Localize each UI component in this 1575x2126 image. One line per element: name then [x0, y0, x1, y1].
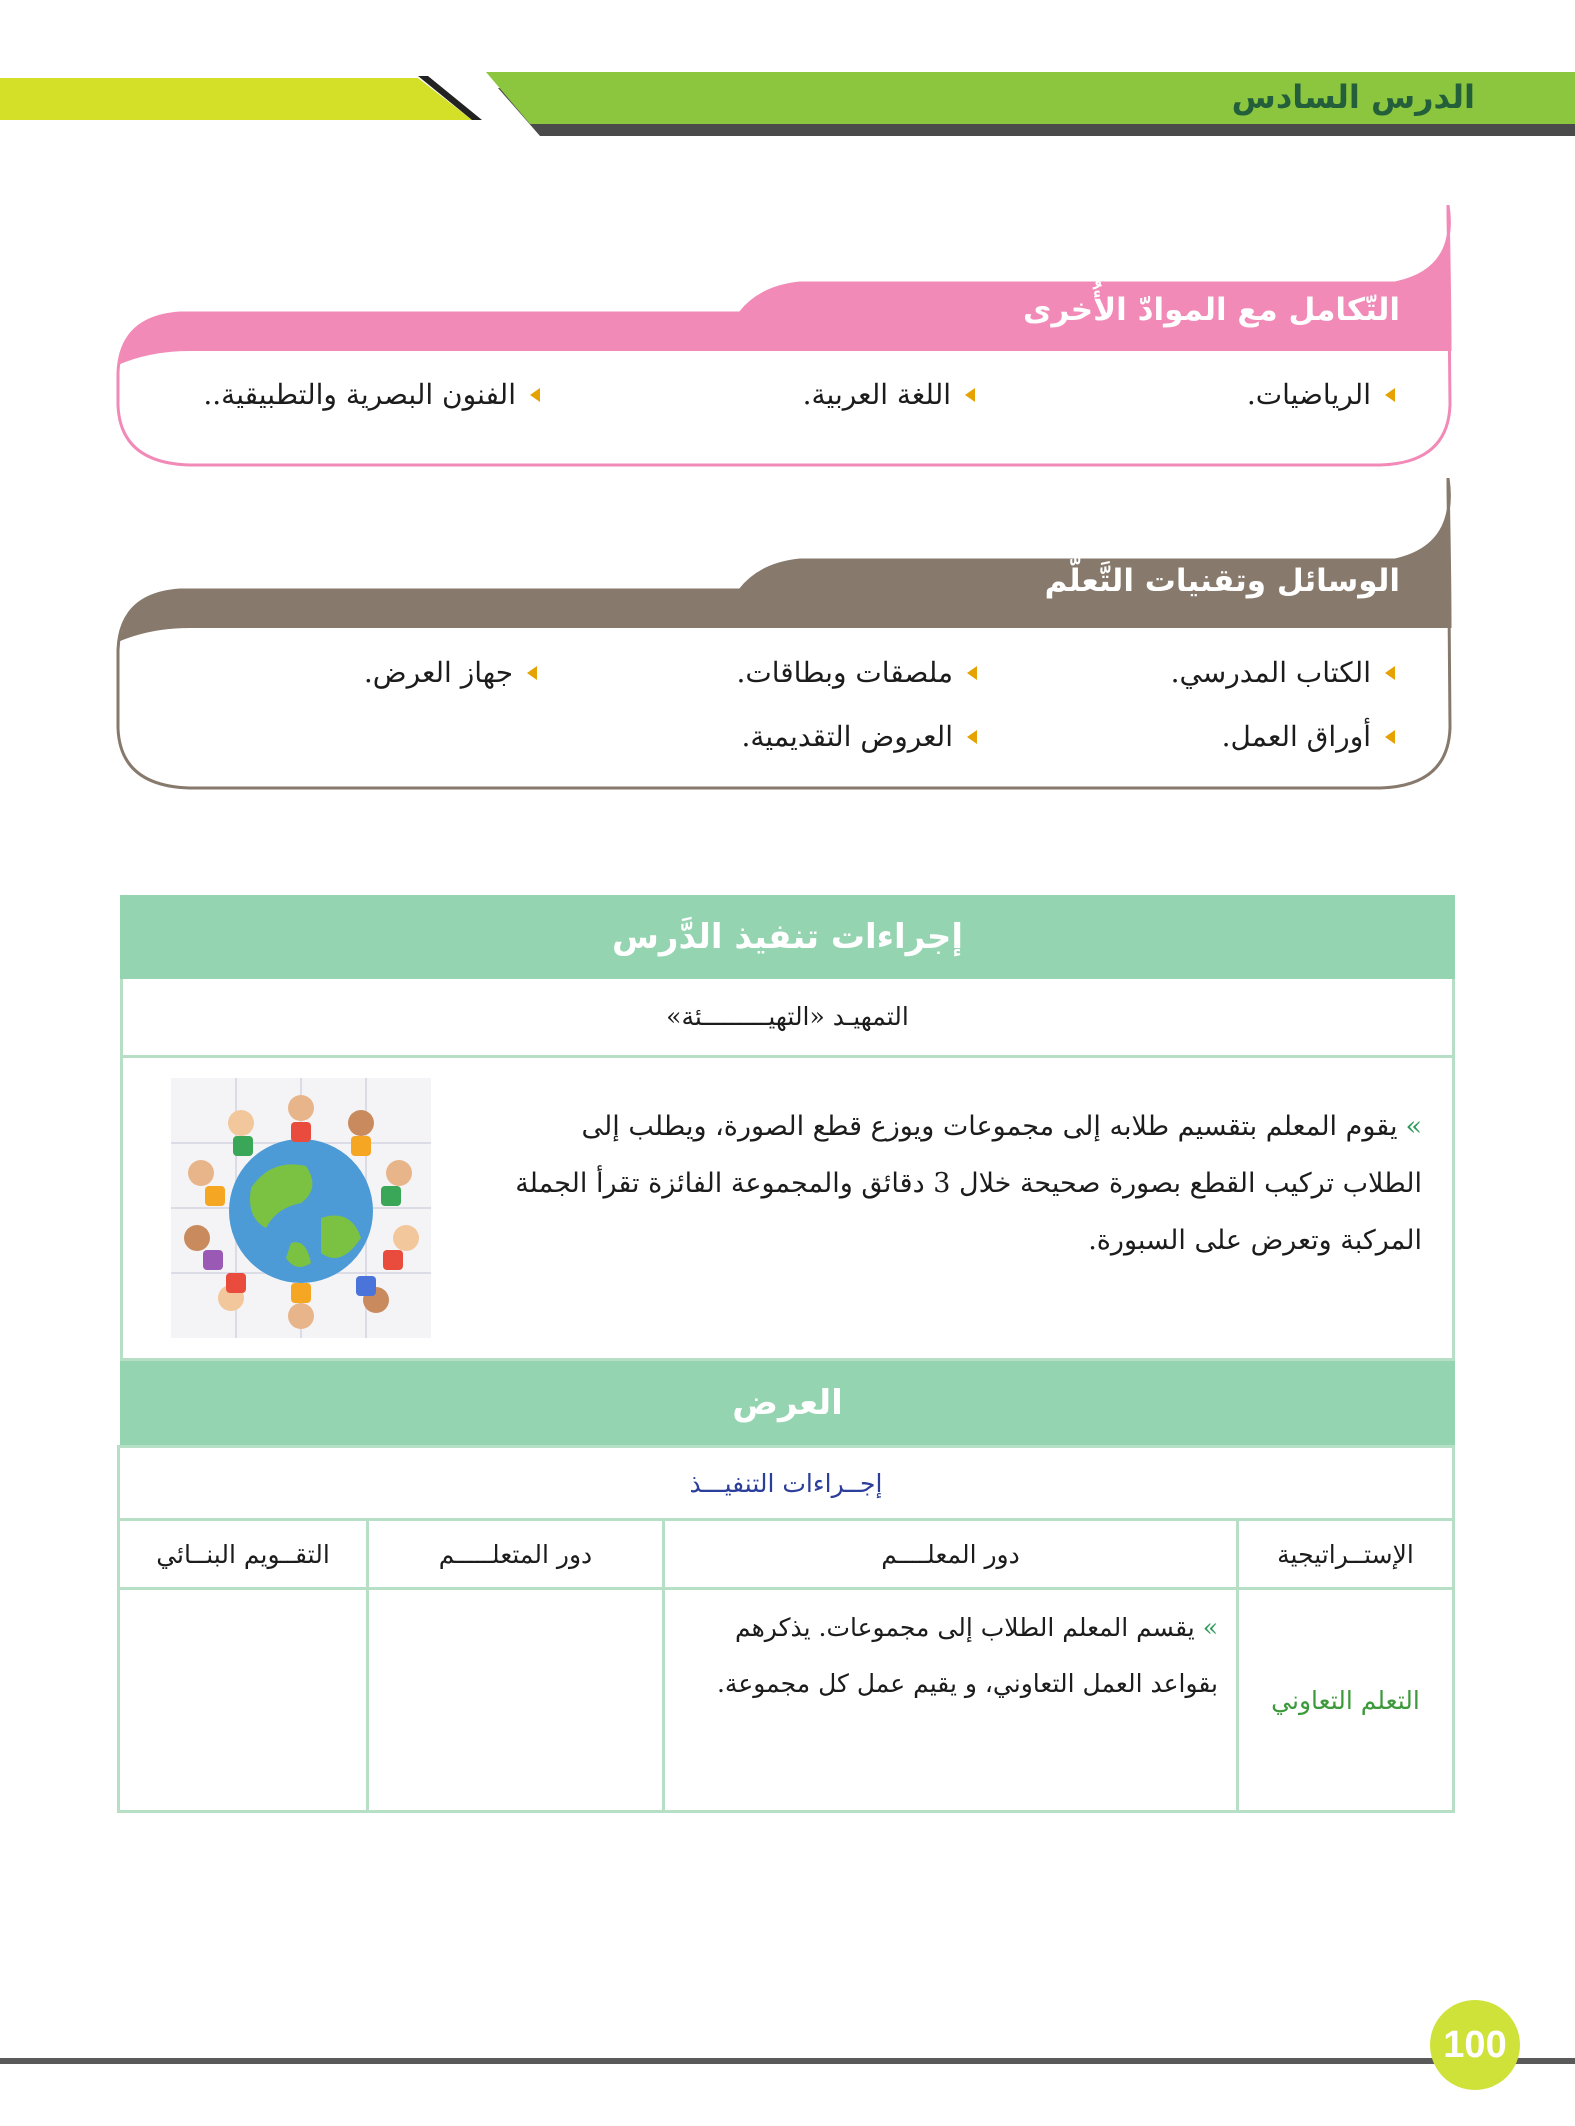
integration-item-arts	[203, 378, 540, 411]
assessment-cell	[118, 1589, 367, 1812]
tools-item-presentations	[741, 720, 977, 753]
children-around-globe-puzzle-image	[171, 1078, 431, 1338]
guillemet-icon: »	[1405, 1111, 1422, 1142]
tools-item-posters	[737, 656, 978, 689]
teacher-role-cell	[664, 1589, 1238, 1812]
item-label: أوراق العمل.	[1221, 720, 1371, 753]
footer-line	[0, 2058, 1575, 2064]
item-label: الرياضيات.	[1246, 378, 1371, 411]
bullet-icon	[967, 666, 977, 680]
item-label: الكتاب المدرسي.	[1170, 656, 1371, 689]
bullet-icon	[1385, 730, 1395, 744]
teacher-role-text: يقسم المعلم الطلاب إلى مجموعات. يذكرهم بقواعد العمل التعاوني، و يقيم عمل كل مجموعة.	[716, 1613, 1218, 1698]
learner-role-cell	[368, 1589, 664, 1812]
guillemet-icon: »	[1202, 1613, 1218, 1642]
item-label: الفنون البصرية والتطبيقية..	[203, 378, 516, 411]
intro-text: يقوم المعلم بتقسيم طلابه إلى مجموعات ويوزع قطع الصورة، ويطلب إلى الطلاب تركيب القطع بصورة صحيحة خلال 3 دقائق والمجموعة الفائزة تقرأ الجملة المركبة وتعرض على السبورة.	[515, 1111, 1422, 1256]
item-label: اللغة العربية.	[802, 378, 951, 411]
integration-item-math	[1247, 378, 1395, 411]
intro-paragraph	[512, 1098, 1422, 1269]
top-banner	[0, 0, 1575, 150]
tools-item-textbook	[1171, 656, 1395, 689]
intro-label: التمهيـد «التهيـــــــــئة»	[120, 979, 1455, 1058]
banner-yellow-strip	[0, 78, 472, 120]
presentation-title: العرض	[120, 1361, 1455, 1445]
bullet-icon	[527, 666, 537, 680]
procedures-section	[120, 895, 1455, 1813]
item-label: العروض التقديمية.	[741, 720, 953, 753]
tools-item-worksheets	[1222, 720, 1395, 753]
column-teacher-role: دور المعلــــم	[664, 1520, 1238, 1589]
execution-table	[117, 1445, 1455, 1813]
column-learner-role: دور المتعلـــــم	[368, 1520, 664, 1589]
bullet-icon	[530, 388, 540, 402]
table-header-row	[118, 1520, 1453, 1589]
item-label: جهاز العرض.	[363, 656, 513, 689]
intro-content-row	[120, 1058, 1455, 1361]
item-label: ملصقات وبطاقات.	[736, 656, 953, 689]
integration-title: التّكامل مع الموادّ الأُخرى	[1023, 292, 1400, 328]
strategy-cell: التعلم التعاوني	[1238, 1589, 1454, 1812]
table-row	[118, 1589, 1453, 1812]
bullet-icon	[967, 730, 977, 744]
bullet-icon	[1385, 388, 1395, 402]
bullet-icon	[1385, 666, 1395, 680]
integration-item-arabic	[803, 378, 975, 411]
integration-box-frame	[0, 205, 1575, 475]
bullet-icon	[965, 388, 975, 402]
procedures-title: إجراءات تنفيذ الدَّرس	[120, 895, 1455, 979]
lesson-title: الدرس السادس	[1231, 78, 1475, 116]
column-assessment: التقــويم البنــائي	[118, 1520, 367, 1589]
page-number: 100	[1430, 2000, 1520, 2090]
tools-item-projector	[364, 656, 537, 689]
execution-label: إجــراءات التنفيـــذ	[118, 1447, 1453, 1520]
column-strategy: الإستــراتيجية	[1238, 1520, 1454, 1589]
execution-label-row	[118, 1447, 1453, 1520]
tools-title: الوسائل وتقنيات التَّعلُّم	[1044, 563, 1400, 599]
